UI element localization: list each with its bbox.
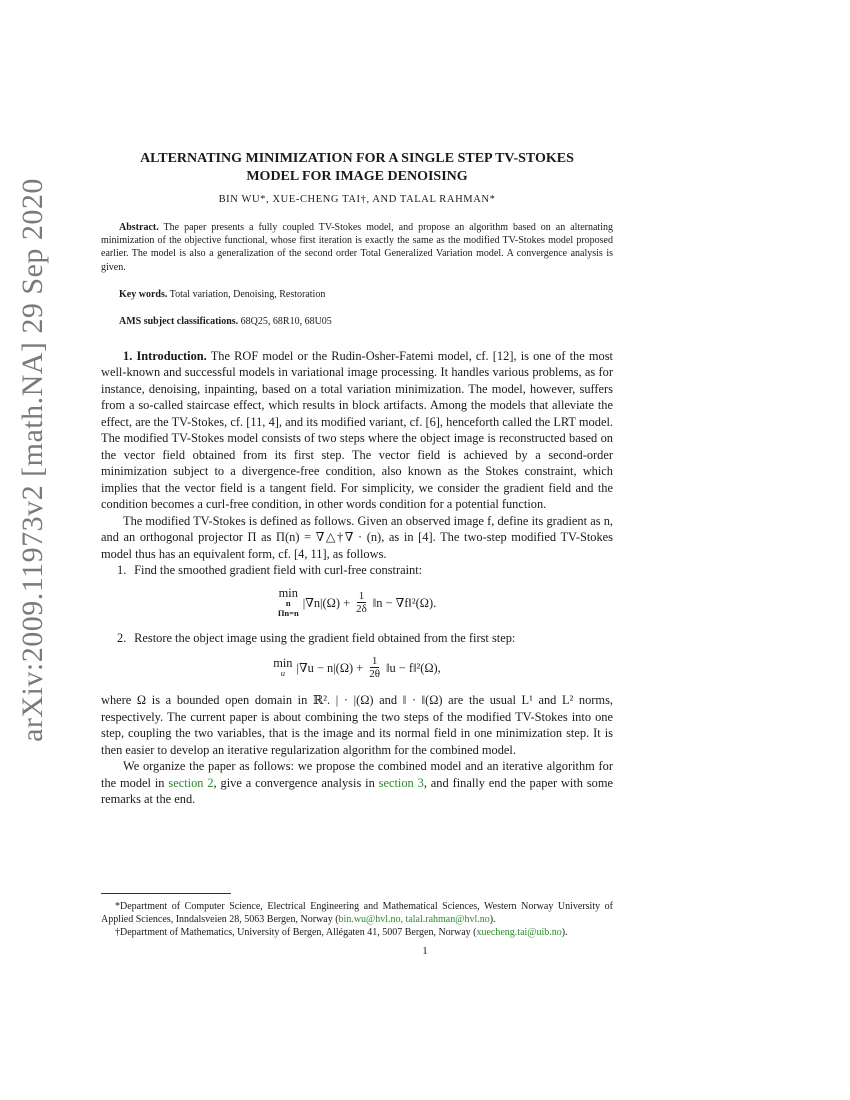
list-item-1-number: 1.	[117, 563, 127, 578]
eq1-right: ‖n − ∇f‖²(Ω).	[372, 595, 437, 610]
para4-text-c: , and finally end the paper with some remarks at the end.	[101, 775, 614, 807]
eq1-sub-constraint: Πn=n	[277, 607, 299, 618]
footnote-2-end: ).	[561, 927, 568, 938]
eq2-frac-den: 2θ	[369, 668, 381, 681]
ams-classifications	[101, 315, 613, 328]
para4-text-b: , give a convergence analysis in	[213, 775, 379, 790]
paper-title	[101, 150, 613, 186]
abstract	[101, 221, 613, 274]
eq2-min-operator	[273, 655, 293, 678]
list-item-1	[101, 562, 613, 579]
footnote-2-email-link[interactable]: xuecheng.tai@uib.no	[476, 927, 562, 938]
authors: BIN WU*, XUE-CHENG TAI†, AND TALAL RAHMAN*	[218, 194, 496, 205]
footnote-1-email-link[interactable]: bin.wu@hvl.no, talal.rahman@hvl.no	[338, 914, 490, 925]
eq2-left: |∇u − n|(Ω) +	[296, 660, 364, 675]
para1-text: The ROF model or the Rudin-Osher-Fatemi model, cf. [12], is one of the most well-known and successful models in variational image processing. It handles various problems, as for instance, denoising, inpainting, based on a total variation minimization. The model, however, suffers from a so-called staircase effect, which results in block artifacts. Among the models that alleviate the effect, are the TV-Stokes, cf. [11, 4], and its modified variant, cf. [6], henceforth called the LRT model. The modified TV-Stokes model consists of two steps where the object image is reconstructed based on the vector field obtained from its first step. The vector field is achieved by a second-order minimization subject to a divergence-free condition, also known as the Stokes constraint, which implies that the vector field is a tangent field. For simplicity, we consider the gradient field and the condition becomes a curl-free condition, in other words condition for a potential function.	[101, 348, 613, 512]
section-3-link[interactable]: section 3	[378, 775, 424, 790]
footnote-1-text: *Department of Computer Science, Electrical Engineering and Mathematical Sciences, Western Norway University of Applied Sciences, Inndalsveien 28, 5063 Bergen, Norway (	[101, 901, 613, 925]
footnote-2-text: †Department of Mathematics, University of Bergen, Allégaten 41, 5007 Bergen, Norway (	[115, 927, 477, 938]
keywords	[101, 288, 613, 301]
page-number: 1	[422, 945, 428, 957]
abstract-text: The paper presents a fully coupled TV-Stokes model, and propose an algorithm based on an alternating minimization of the objective functional, whose first iteration is exactly the same as the modified TV-Stokes model proposed earlier. The model is also a generalization of the second order Total Generalized Variation model. A convergence analysis is given.	[101, 222, 613, 273]
title-line-2: MODEL FOR IMAGE DENOISING	[246, 169, 468, 184]
paper-page	[101, 150, 613, 808]
keywords-label: Key words.	[119, 288, 168, 300]
ams-text: 68Q25, 68R10, 68U05	[240, 315, 332, 327]
keywords-text: Total variation, Denoising, Restoration	[169, 288, 326, 300]
intro-paragraph-3: where Ω is a bounded open domain in ℝ². | · |(Ω) and ‖ · ‖(Ω) are the usual L¹ and L² norms, respectively. The current paper is about combining the two steps of the modified TV-Stokes into one step, coupling the two variables, that is the image and its normal field in one minimization step. It is then easier to develop an iterative regularization algorithm for the combined model.	[101, 693, 613, 757]
list-item-2-number: 2.	[117, 630, 127, 645]
footnotes	[101, 893, 613, 939]
intro-paragraph-4	[101, 758, 613, 808]
intro-paragraph-2: The modified TV-Stokes is defined as follows. Given an observed image f, define its gradient as n, and an orthogonal projector Π as Π(n) = ∇△†∇ · (n), as in [4]. The two-step modified TV-Stokes model thus has an equivalent form, cf. [4, 11], as follows.	[101, 513, 613, 561]
eq2-frac-num: 1	[371, 655, 378, 668]
eq2-right: ‖u − f‖²(Ω),	[386, 660, 441, 675]
equation-1	[101, 585, 613, 618]
list-item-2	[101, 630, 613, 647]
ams-label: AMS subject classifications.	[119, 315, 239, 327]
arxiv-side-label: arXiv:2009.11973v2 [math.NA] 29 Sep 2020	[16, 178, 49, 742]
equation-2	[101, 655, 613, 680]
para4-text-a: We organize the paper as follows: we propose the combined model and an iterative algorithm for the model in	[101, 759, 613, 790]
eq1-min: min	[278, 585, 298, 600]
footnote-1	[101, 900, 613, 926]
list-item-1-text: Find the smoothed gradient field with curl-free constraint:	[134, 563, 423, 578]
eq1-sub-var: n	[285, 597, 291, 608]
footnote-rule	[101, 893, 231, 894]
eq2-min: min	[273, 655, 293, 670]
eq1-min-operator	[277, 585, 299, 618]
section-2-link[interactable]: section 2	[168, 775, 214, 790]
eq2-sub-var: u	[280, 667, 285, 678]
section-title: 1. Introduction.	[123, 348, 207, 363]
intro-paragraph-1	[101, 348, 613, 513]
eq1-left: |∇n|(Ω) +	[302, 595, 351, 610]
list-item-2-text: Restore the object image using the gradient field obtained from the first step:	[134, 630, 516, 645]
eq2-fraction	[369, 655, 380, 680]
arxiv-side-label-box	[8, 178, 58, 742]
abstract-label: Abstract.	[119, 222, 159, 233]
main-body	[101, 348, 613, 808]
footnote-2	[101, 926, 613, 939]
title-line-1: ALTERNATING MINIMIZATION FOR A SINGLE STEP TV-STOKES	[140, 151, 574, 166]
eq1-fraction	[356, 590, 367, 615]
eq1-frac-num: 1	[358, 590, 365, 603]
footnote-1-end: ).	[489, 914, 496, 925]
eq1-frac-den: 2δ	[356, 603, 367, 616]
